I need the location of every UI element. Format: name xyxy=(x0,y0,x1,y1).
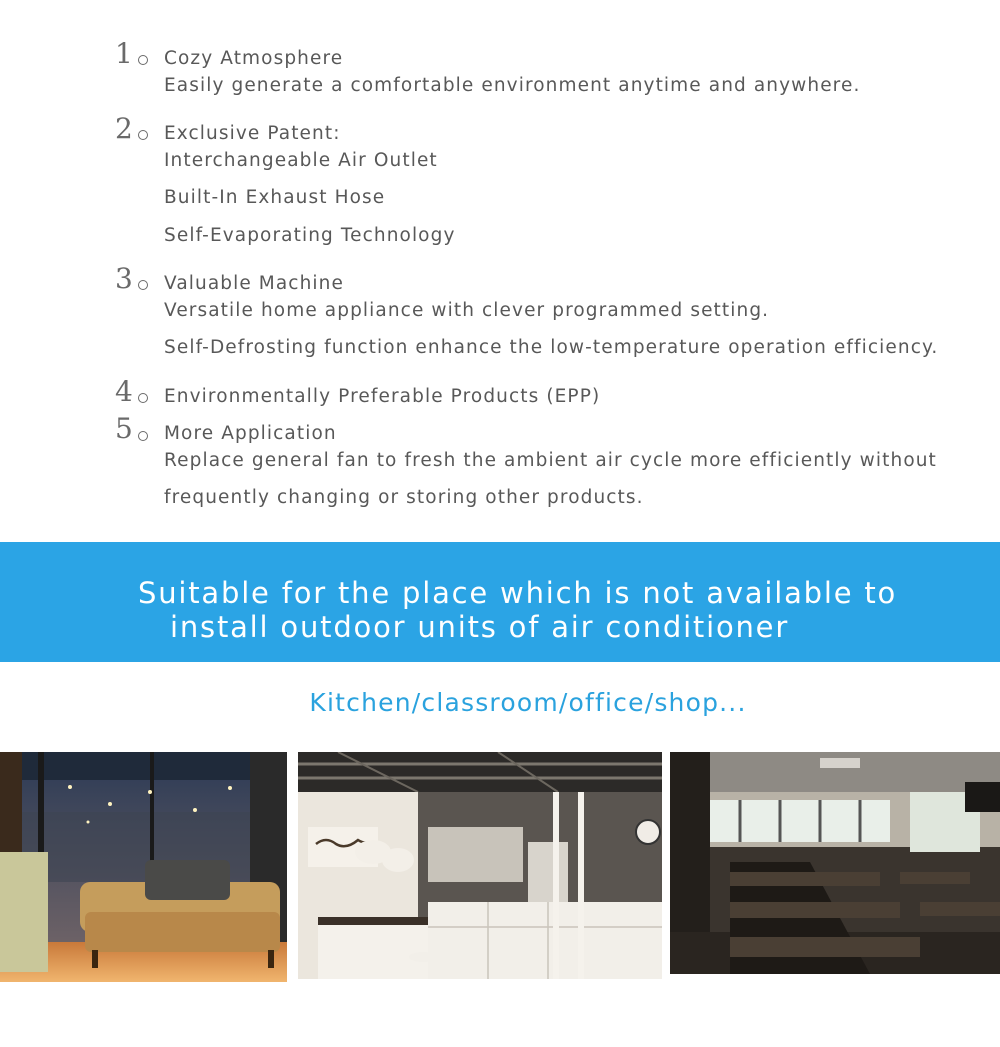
feature-5-number: 5 xyxy=(115,412,133,445)
bullet-dot-icon xyxy=(138,393,148,403)
feature-3-text-1: Versatile home appliance with clever programmed setting. xyxy=(164,300,770,321)
banner-line-2: install outdoor units of air conditioner xyxy=(170,610,790,644)
kitchen-photo xyxy=(298,752,662,979)
banner-line-1: Suitable for the place which is not available to xyxy=(138,576,898,610)
feature-2-title: Exclusive Patent: xyxy=(164,123,341,144)
feature-2-text-3: Self-Evaporating Technology xyxy=(164,225,456,246)
feature-1-number: 1 xyxy=(115,37,133,70)
feature-2-text-1: Interchangeable Air Outlet xyxy=(164,150,438,171)
feature-3-text-2: Self-Defrosting function enhance the low-temperature operation efficiency. xyxy=(164,337,939,358)
living-room-photo xyxy=(0,752,287,982)
bullet-dot-icon xyxy=(138,431,148,441)
restaurant-photo xyxy=(670,752,1000,974)
feature-4-number: 4 xyxy=(115,375,133,408)
feature-5-text-1: Replace general fan to fresh the ambient air cycle more efficiently without xyxy=(164,450,937,471)
feature-5-title: More Application xyxy=(164,423,337,444)
feature-2-text-2: Built-In Exhaust Hose xyxy=(164,187,386,208)
bullet-dot-icon xyxy=(138,280,148,290)
feature-3-title: Valuable Machine xyxy=(164,273,344,294)
places-heading: Kitchen/classroom/office/shop... xyxy=(309,688,747,717)
feature-4-title: Environmentally Preferable Products (EPP) xyxy=(164,386,601,407)
bullet-dot-icon xyxy=(138,130,148,140)
feature-2-number: 2 xyxy=(115,112,133,145)
feature-1-title: Cozy Atmosphere xyxy=(164,48,344,69)
feature-1-text: Easily generate a comfortable environment anytime and anywhere. xyxy=(164,75,861,96)
feature-3-number: 3 xyxy=(115,262,133,295)
bullet-dot-icon xyxy=(138,55,148,65)
suitability-banner xyxy=(0,542,1000,662)
feature-5-text-2: frequently changing or storing other products. xyxy=(164,487,644,508)
